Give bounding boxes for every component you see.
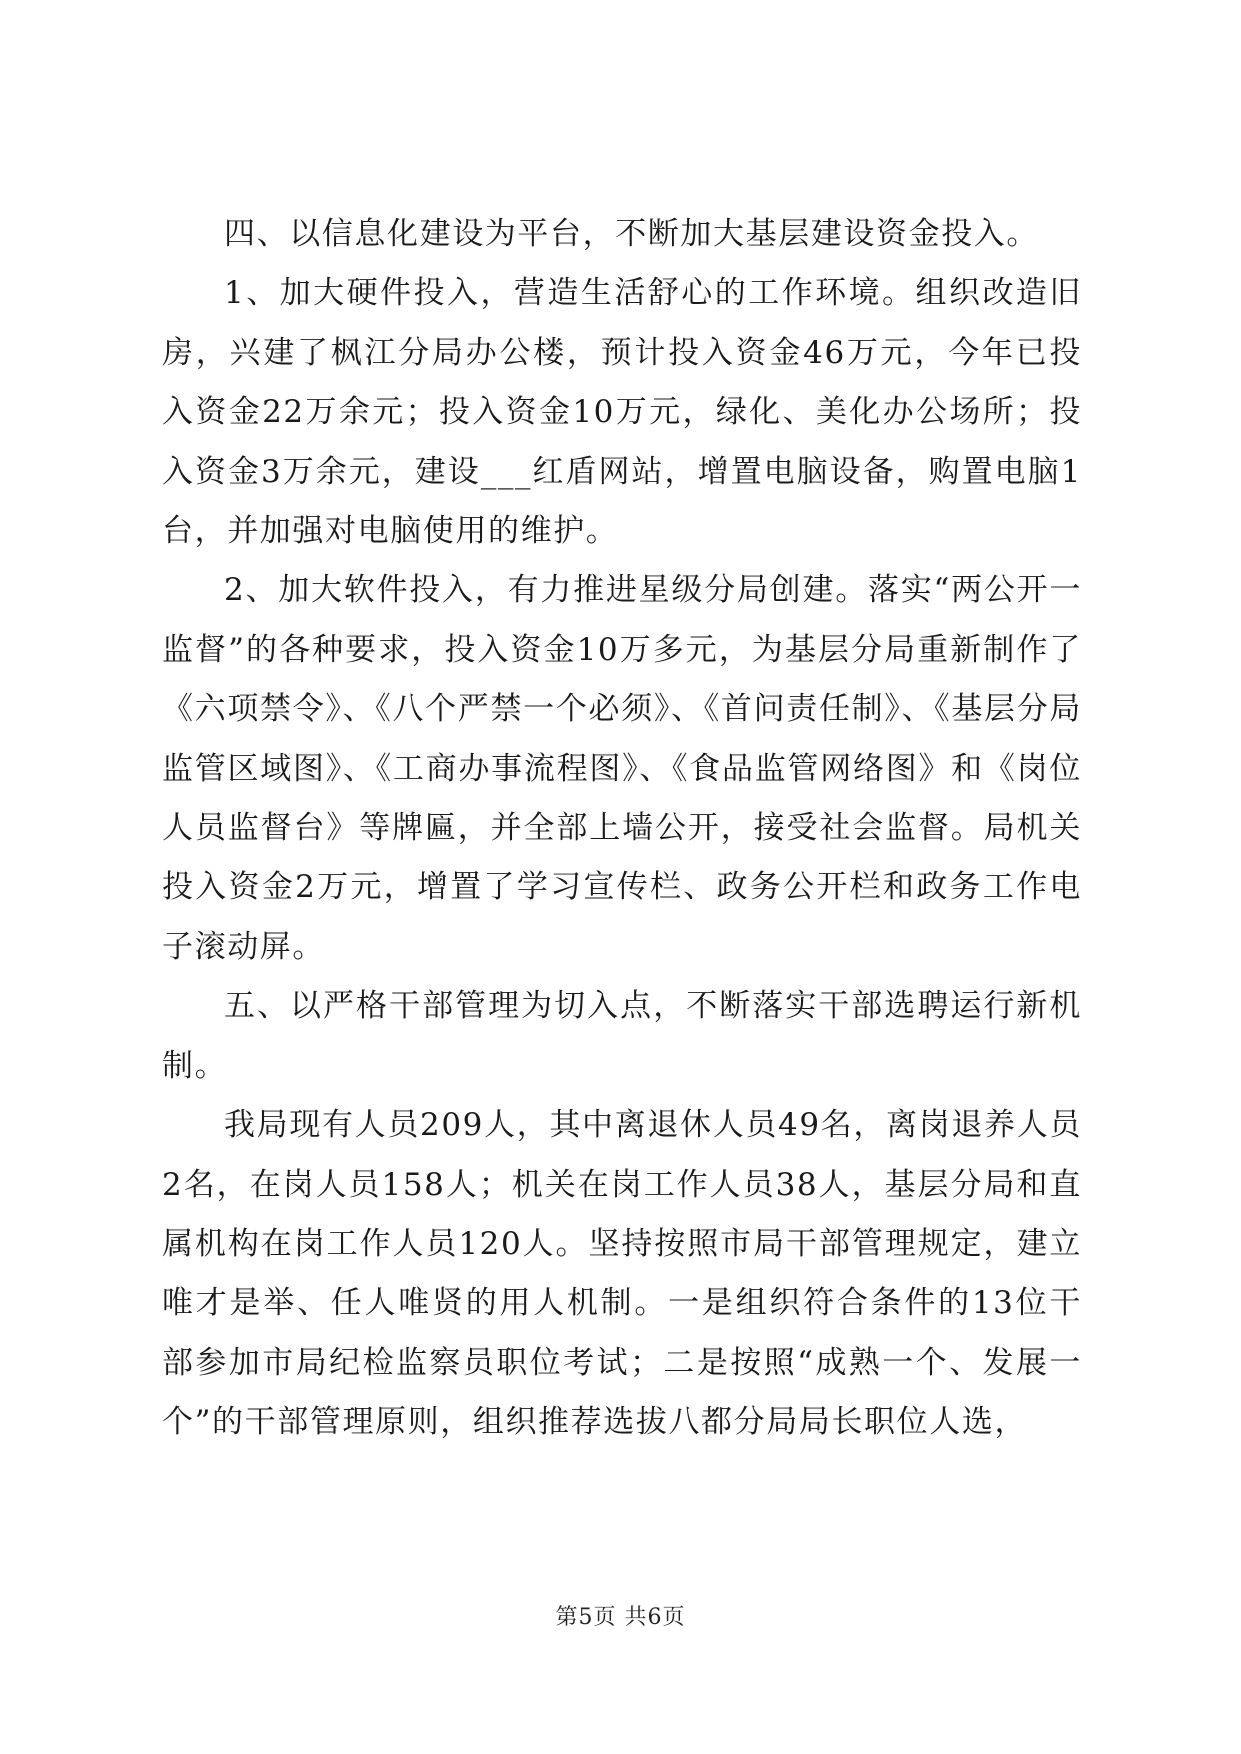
document-body <box>162 205 1082 1453</box>
section-heading-five: 五、以严格干部管理为切入点，不断落实干部选聘运行新机制。 <box>162 988 1082 1084</box>
paragraph-staff-management: 我局现有人员209人，其中离退休人员49名，离岗退养人员2名，在岗人员158人；机关在岗工作人员38人，基层分局和直属机构在岗工作人员120人。坚持按照市局干部管理规定，建立唯才是举、任人唯贤的用人机制。一是组织符合条件的13位干部参加市局纪检监察员职位考试；二是按照“成熟一个、发展一个”的干部管理原则，组织推荐选拔八都分局局长职位人选， <box>162 1107 1082 1441</box>
section-heading-four: 四、以信息化建设为平台，不断加大基层建设资金投入。 <box>224 216 1039 252</box>
paragraph-software-investment: 2、加大软件投入，有力推进星级分局创建。落实“两公开一监督”的各种要求，投入资金10万多元，为基层分局重新制作了《六项禁令》、《八个严禁一个必须》、《首问责任制》、《基层分局监管区域图》、《工商办事流程图》、《食品监管网络图》和《岗位人员监督台》等牌匾，并全部上墙公开，接受社会监督。局机关投入资金2万元，增置了学习宣传栏、政务公开栏和政务工作电子滚动屏。 <box>162 572 1082 965</box>
paragraph-hardware-investment: 1、加大硬件投入，营造生活舒心的工作环境。组织改造旧房，兴建了枫江分局办公楼，预计投入资金46万元，今年已投入资金22万余元；投入资金10万元，绿化、美化办公场所；投入资金3万余元，建设___红盾网站，增置电脑设备，购置电脑1台，并加强对电脑使用的维护。 <box>162 275 1082 550</box>
page-number-footer: 第5页 共6页 <box>555 1605 686 1630</box>
